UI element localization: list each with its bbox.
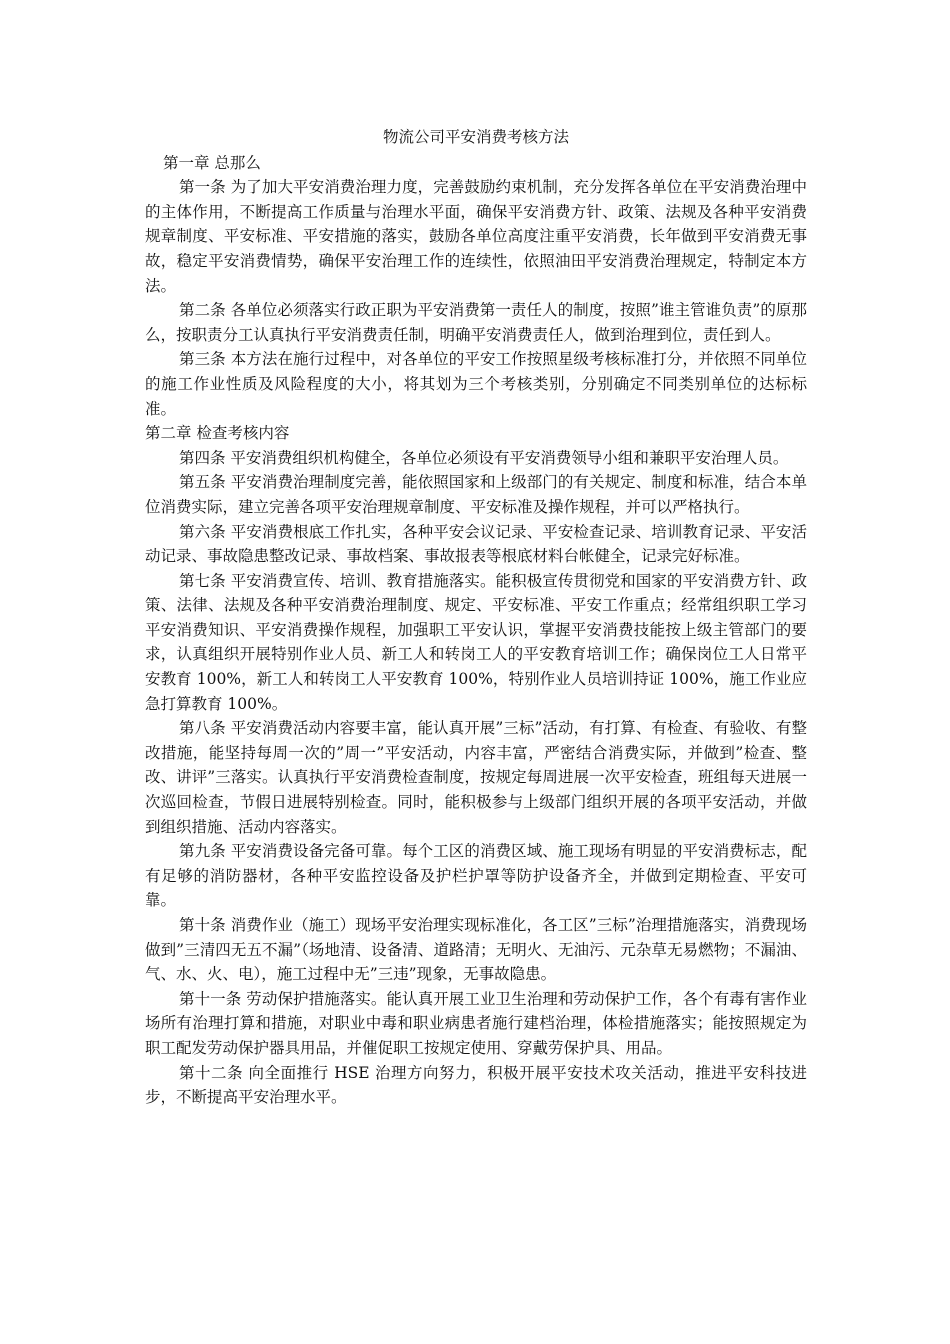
article-1: 第一条 为了加大平安消费治理力度，完善鼓励约束机制，充分发挥各单位在平安消费治理中的主体作用，不断提高工作质量与治理水平面，确保平安消费方针、政策、法规及各种平安消费规章制度、平安标准、平安措施的落实，鼓励各单位高度注重平安消费，长年做到平安消费无事故，稳定平安消费情势，确保平安治理工作的连续性，依照油田平安消费治理规定，特制定本方法。 xyxy=(145,178,807,295)
article-12: 第十二条 向全面推行 HSE 治理方向努力，积极开展平安技术攻关活动，推进平安科技进步，不断提高平安治理水平。 xyxy=(145,1063,807,1107)
article-2: 第二条 各单位必须落实行政正职为平安消费第一责任人的制度，按照”谁主管谁负责”的原那么，按职责分工认真执行平安消费责任制，明确平安消费责任人，做到治理到位，责任到人。 xyxy=(145,301,807,344)
article-7: 第七条 平安消费宣传、培训、教育措施落实。能积极宣传贯彻党和国家的平安消费方针、政策、法律、法规及各种平安消费治理制度、规定、平安标准、平安工作重点；经常组织职工学习平安消费知识、平安消费操作规程，加强职工平安认识，掌握平安消费技能按上级主管部门的要求，认真组织开展特别作业人员、新工人和转岗工人的平安教育培训工作；确保岗位工人日常平安教育 100%，新工人和转岗工人平安教育 100%，特别作业人员培训持证 100%，施工作业应急打算教育 100%。 xyxy=(145,571,807,713)
article-9: 第九条 平安消费设备完备可靠。每个工区的消费区域、施工现场有明显的平安消费标志，配有足够的消防器材，各种平安监控设备及护栏护罩等防护设备齐全，并做到定期检查、平安可靠。 xyxy=(145,842,807,910)
chapter-heading-2: 第二章 检查考核内容 xyxy=(145,424,290,443)
chapter-heading-1: 第一章 总那么 xyxy=(163,153,261,172)
article-5: 第五条 平安消费治理制度完善，能依照国家和上级部门的有关规定、制度和标准，结合本单位消费实际，建立完善各项平安治理规章制度、平安标准及操作规程，并可以严格执行。 xyxy=(145,473,807,516)
article-6: 第六条 平安消费根底工作扎实，各种平安会议记录、平安检查记录、培训教育记录、平安活动记录、事故隐患整改记录、事故档案、事故报表等根底材料台帐健全，记录完好标准。 xyxy=(145,522,807,566)
document-title: 物流公司平安消费考核方法 xyxy=(382,128,569,146)
document-body xyxy=(145,125,807,1110)
article-8: 第八条 平安消费活动内容要丰富，能认真开展”三标”活动，有打算、有检查、有验收、有整改措施，能坚持每周一次的”周一”平安活动，内容丰富，严密结合消费实际，并做到”检查、整改、讲评”三落实。认真执行平安消费检查制度，按规定每周进展一次平安检查，班组每天进展一次巡回检查，节假日进展特别检查。同时，能积极参与上级部门组织开展的各项平安活动，并做到组织措施、活动内容落实。 xyxy=(145,719,807,836)
article-11: 第十一条 劳动保护措施落实。能认真开展工业卫生治理和劳动保护工作，各个有毒有害作业场所有治理打算和措施，对职业中毒和职业病患者施行建档治理，体检措施落实；能按照规定为职工配发劳动保护器具用品，并催促职工按规定使用、穿戴劳保护具、用品。 xyxy=(145,989,807,1057)
article-4: 第四条 平安消费组织机构健全，各单位必须设有平安消费领导小组和兼职平安治理人员。 xyxy=(179,448,789,467)
article-10: 第十条 消费作业（施工）现场平安治理实现标准化，各工区”三标”治理措施落实，消费现场做到”三清四无五不漏”（场地清、设备清、道路清；无明火、无油污、元杂草无易燃物；不漏油、气、水、火、电），施工过程中无”三违”现象，无事故隐患。 xyxy=(145,916,807,984)
article-3: 第三条 本方法在施行过程中，对各单位的平安工作按照星级考核标准打分，并依照不同单位的施工作业性质及风险程度的大小，将其划为三个考核类别，分别确定不同类别单位的达标标准。 xyxy=(145,350,807,418)
